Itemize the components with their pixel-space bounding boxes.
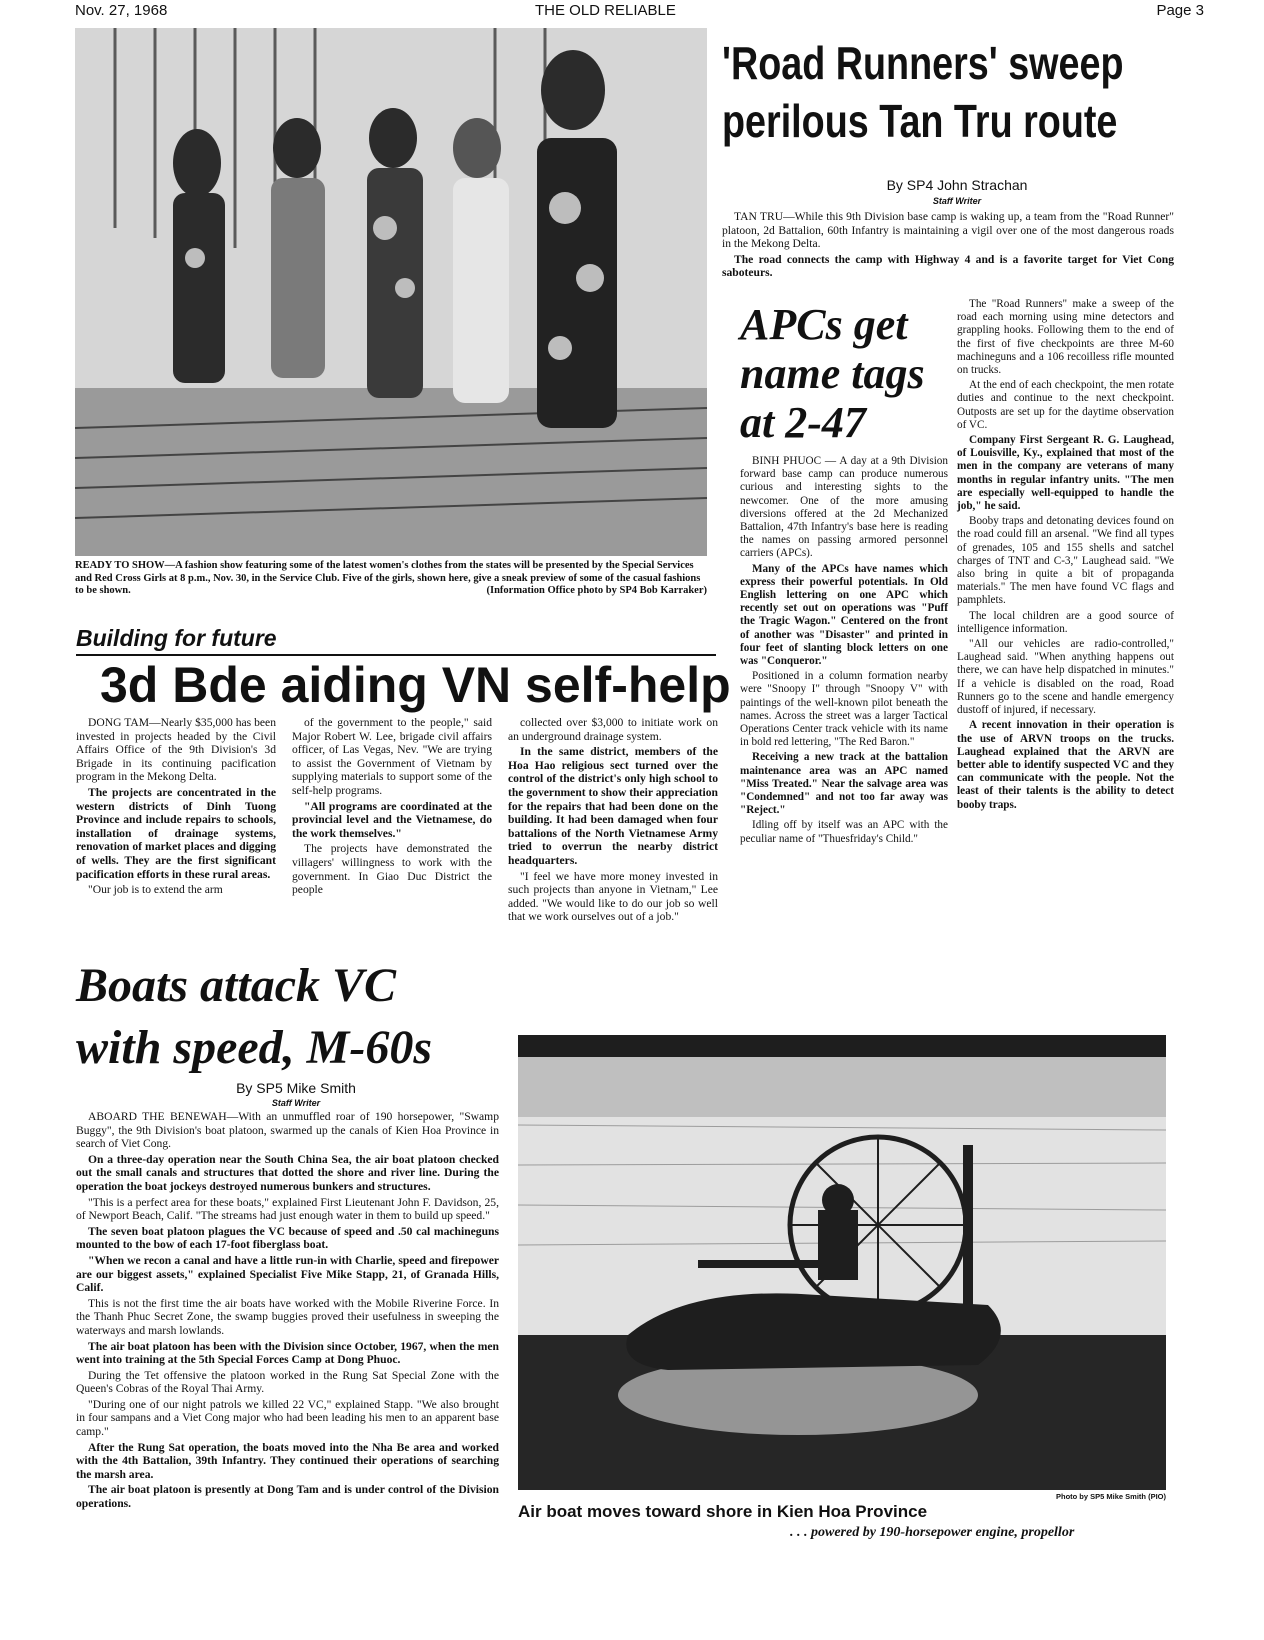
brigade-para: In the same district, members of the Hoa Hao religious sect turned over the control of the district's only high school to the government to show their appreciation for the repairs that had been done on the building. It had been damaged when four battalions of the North Vietnamese Army tried to overrun the nearby district headquarters. — [508, 745, 718, 867]
fashion-caption — [75, 560, 707, 598]
apcs-headline-line2: name tags — [740, 349, 925, 398]
issue-date: Nov. 27, 1968 — [75, 2, 168, 19]
roadrunners-para: The local children are a good source of intelligence information. — [957, 609, 1174, 635]
page-number: Page 3 — [1156, 2, 1204, 19]
boats-para: ABOARD THE BENEWAH—With an unmuffled roar of 190 horsepower, "Swamp Buggy", the 9th Division's boat platoon, swarmed up the canals of Kien Hoa Province in search of Viet Cong. — [76, 1110, 499, 1151]
brigade-headline: 3d Bde aiding VN self-help — [100, 657, 731, 713]
airboat-photo-credit: Photo by SP5 Mike Smith (PIO) — [1055, 1492, 1166, 1501]
boats-para: "This is a perfect area for these boats," explained First Lieutenant John F. Davidson, 25, of Newport Beach, Calif. "The streams had just enough water in them to build up speed." — [76, 1195, 499, 1223]
brigade-para: collected over $3,000 to initiate work on an underground drainage system. — [508, 716, 718, 743]
boats-para: After the Rung Sat operation, the boats moved into the Nha Be area and worked with the 4th Battalion, 39th Infantry. They continued their operations of searching the marsh area. — [76, 1440, 499, 1481]
brigade-column-3 — [508, 716, 718, 926]
roadrunners-lead — [722, 210, 1174, 282]
boats-para: During the Tet offensive the platoon worked in the Rung Sat Special Zone with the Queen's Cobras of the Royal Thai Army. — [76, 1368, 499, 1396]
paper-name: THE OLD RELIABLE — [535, 2, 676, 19]
boats-headline — [76, 955, 516, 1079]
brigade-para: DONG TAM—Nearly $35,000 has been invested in projects headed by the Civil Affairs Office of the 9th Division's 3d Brigade in its continuing pacification program in the Mekong Delta. — [76, 716, 276, 784]
brigade-kicker: Building for future — [76, 625, 277, 651]
brigade-para: "All programs are coordinated at the provincial level and the Vietnamese, do the work themselves." — [292, 799, 492, 840]
fashion-photo — [75, 28, 707, 556]
brigade-para: of the government to the people," said Major Robert W. Lee, brigade civil affairs officer, of Las Vegas, Nev. "We are trying to assist the Government of Vietnam by supplying materials to support some of the self-help programs. — [292, 716, 492, 797]
roadrunners-para: A recent innovation in their operation is the use of ARVN troops on the trucks. Laughead explained that the ARVN are better able to identify suspected VC and they can communicate with the people. Not the least of their talents is the ability to detect booby traps. — [957, 719, 1174, 811]
roadrunners-lead-p1: TAN TRU—While this 9th Division base camp is waking up, a team from the "Road Runner" platoon, 2d Battalion, 60th Infantry is maintaining a vigil over one of the most dangerous roads in the Mekong Delta. — [722, 210, 1174, 251]
roadrunners-headline-line1: 'Road Runners' sweep — [722, 37, 1124, 89]
roadrunners-headline — [722, 34, 1124, 150]
roadrunners-para: "All our vehicles are radio-controlled," Laughead said. "When anything happens out there, we can have help dispatched in minutes." If a vehicle is disabled on the road, Road Runners go to the scene and handle emergency dustoff of injured, if necessary. — [957, 638, 1174, 717]
roadrunners-para: The "Road Runners" make a sweep of the road each morning using mine detectors and grappling hooks. Following them to the end of the first of five checkpoints are three M-60 machineguns and a 106 recoilless rifle mounted on trucks. — [957, 298, 1174, 377]
boats-para: The seven boat platoon plagues the VC because of speed and .50 cal machineguns mounted to the bow of each 17-foot fiberglass boat. — [76, 1224, 499, 1252]
brigade-column-1 — [76, 716, 276, 899]
brigade-para: The projects have demonstrated the villagers' willingness to work with the government. In Giao Duc District the people — [292, 842, 492, 897]
boats-headline-line2: with speed, M-60s — [76, 1021, 433, 1074]
boats-para: "When we recon a canal and have a little run-in with Charlie, speed and firepower are our biggest assets," explained Specialist Five Mike Stapp, 21, of Granada Hills, Calif. — [76, 1253, 499, 1295]
apcs-para: BINH PHUOC — A day at a 9th Division forward base camp can produce numerous curious and interesting sights to the newcomer. One of the more amusing diversions offered at the 2d Mechanized Battalion, 47th Infantry's base here is reading the names on passing armored personnel carriers (APCs). — [740, 455, 948, 560]
airboat-photo — [518, 1035, 1166, 1490]
brigade-para: "I feel we have more money invested in such projects than anyone in Vietnam," Lee added. "We would like to do our job so well that we work ourselves out of a job." — [508, 869, 718, 924]
fashion-caption-text: READY TO SHOW—A fashion show featuring some of the latest women's clothes from the states will be presented by the Special Services and Red Cross Girls at 8 p.m., Nov. 30, in the Service Club. Five of the girls, shown here, give a sneak preview of some of the casual fashions to be shown. — [75, 560, 701, 596]
roadrunners-role: Staff Writer — [932, 196, 982, 206]
apcs-headline-line1: APCs get — [740, 300, 908, 349]
masthead — [75, 2, 1204, 24]
apcs-para: Many of the APCs have names which express their powerful potentials. In Old English lettering on one APC which recently set out on operations was "Puff the Tragic Wagon." Centered on the front of another was "Disaster" and printed in four feet of slanting block letters on one was "Conqueror." — [740, 562, 948, 668]
brigade-column-2 — [292, 716, 492, 899]
brigade-para: The projects are concentrated in the western districts of Dinh Tuong Province and include repairs to schools, installation of drainage systems, renovation of market places and digging of wells. They are the first significant pacification efforts in these rural areas. — [76, 785, 276, 881]
roadrunners-headline-line2: perilous Tan Tru route — [722, 95, 1118, 147]
roadrunners-byline: By SP4 John Strachan — [886, 177, 1028, 193]
apcs-para: Positioned in a column formation nearby were "Snoopy I" through "Snoopy V" with paintings of the well-known pilot beneath the names. Across the street was a larger Tactical Operations Center track vehicle with its name in bold red lettering, "The Red Baron." — [740, 670, 948, 749]
apcs-para: Idling off by itself was an APC with the peculiar name of "Thuesfriday's Child." — [740, 819, 948, 845]
roadrunners-para: Booby traps and detonating devices found on the road could fill an arsenal. "We find all types of grenades, 105 and 155 shells and satchel charges of TNT and C-3," Laughead said. "We also bring in quite a bit of propaganda materials." The men have found VC flags and pamphlets. — [957, 515, 1174, 607]
roadrunners-para: Company First Sergeant R. G. Laughead, of Louisville, Ky., explained that most of the men in the company are veterans of many months in regular infantry units. "The men are especially well-equipped to handle the job," he said. — [957, 434, 1174, 513]
roadrunners-column — [957, 298, 1174, 814]
fashion-photo-credit: (Information Office photo by SP4 Bob Karraker) — [486, 585, 707, 596]
boats-para: The air boat platoon has been with the Division since October, 1967, when the men went into training at the 5th Special Forces Camp at Dong Phuoc. — [76, 1339, 499, 1367]
airboat-caption: Air boat moves toward shore in Kien Hoa Province — [518, 1502, 928, 1521]
boats-role: Staff Writer — [271, 1098, 321, 1108]
boats-headline-line1: Boats attack VC — [76, 959, 397, 1012]
apcs-headline — [740, 300, 950, 447]
apcs-column — [740, 455, 948, 848]
roadrunners-para: At the end of each checkpoint, the men rotate duties and continue to the next checkpoint. Outposts are set up for the daytime observation of VC. — [957, 379, 1174, 431]
boats-para: On a three-day operation near the South China Sea, the air boat platoon checked out the small canals and structures that dotted the shore and river line. During the operation the boat jockeys destroyed numerous bunkers and structures. — [76, 1152, 499, 1193]
boats-para: The air boat platoon is presently at Dong Tam and is under control of the Division operations. — [76, 1483, 499, 1511]
boats-para: This is not the first time the air boats have worked with the Mobile Riverine Force. In the Thanh Phuc Secret Zone, the swamp buggies proved their usefulness in sweeping the waterways and marsh lowlands. — [76, 1296, 499, 1337]
apcs-para: Receiving a new track at the battalion maintenance area was an APC named "Miss Treated." Near the salvage area was "Condemned" and not too far away was "Reject." — [740, 751, 948, 817]
brigade-para: "Our job is to extend the arm — [88, 883, 223, 897]
roadrunners-lead-p2: The road connects the camp with Highway 4 and is a favorite target for Viet Cong saboteurs. — [722, 252, 1174, 280]
boats-para: "During one of our night patrols we killed 22 VC," explained Stapp. "We also brought in four sampans and a Viet Cong major who had been leading his men to an apparent base camp." — [76, 1397, 499, 1439]
boats-column — [76, 1110, 499, 1513]
apcs-headline-line3: at 2-47 — [740, 398, 866, 447]
airboat-caption-sub: . . . powered by 190-horsepower engine, propellor — [790, 1525, 1075, 1540]
boats-byline: By SP5 Mike Smith — [236, 1080, 356, 1096]
